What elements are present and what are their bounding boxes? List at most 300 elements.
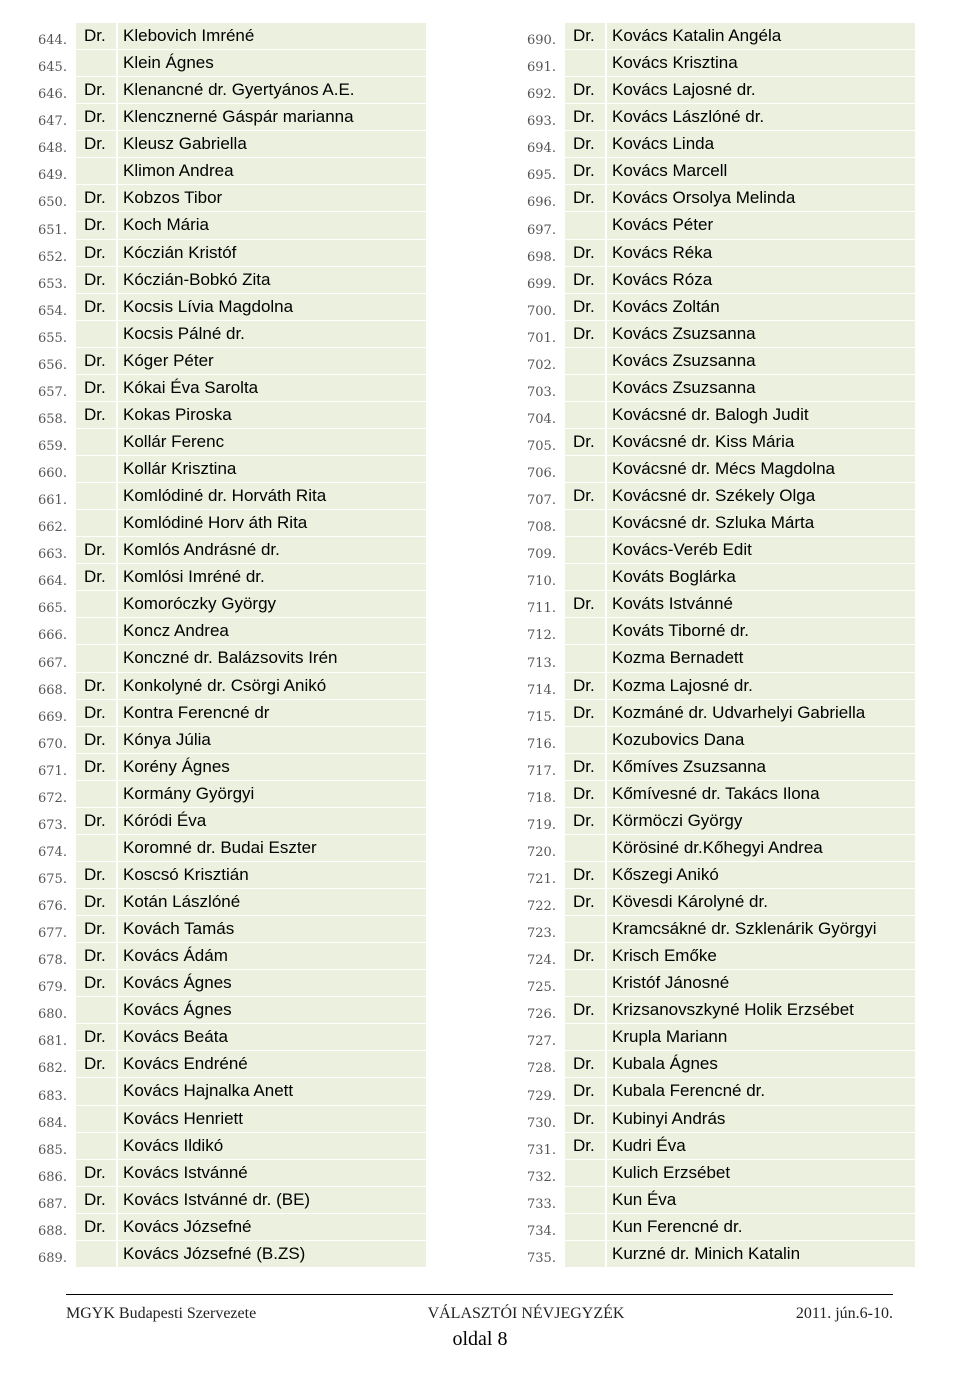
entry-title: Dr. [565, 889, 605, 916]
entry-number: 694. [527, 141, 556, 157]
entry-number: 707. [527, 493, 556, 509]
entry-name: Koromné dr. Budai Eszter [118, 835, 426, 862]
entry-title: Dr. [565, 943, 605, 970]
entry-number: 663. [38, 547, 67, 563]
list-item [523, 50, 915, 77]
entry-number: 731. [527, 1142, 556, 1158]
entry-number: 679. [38, 980, 67, 996]
entry-name: Kovách Tamás [118, 916, 426, 943]
entry-number: 696. [527, 195, 556, 211]
entry-name: Kovács Endréné [118, 1051, 426, 1078]
entry-number: 692. [527, 87, 556, 103]
entry-title: Dr. [76, 889, 116, 916]
entry-number: 689. [38, 1250, 67, 1266]
entry-name: Kleusz Gabriella [118, 131, 426, 158]
entry-title: Dr. [76, 1214, 116, 1241]
list-item [523, 510, 915, 537]
entry-name: Kovácsné dr. Balogh Judit [607, 402, 915, 429]
entry-name: Kovács Zsuzsanna [607, 375, 915, 402]
entry-title [76, 618, 116, 645]
entry-number: 691. [527, 60, 556, 76]
entry-number: 650. [38, 195, 67, 211]
entry-title: Dr. [76, 212, 116, 239]
entry-number: 728. [527, 1061, 556, 1077]
entry-number: 677. [38, 926, 67, 942]
list-item [523, 673, 915, 700]
entry-title [565, 618, 605, 645]
entry-number: 717. [527, 763, 556, 779]
list-item [523, 970, 915, 997]
entry-title [565, 375, 605, 402]
list-item [34, 1078, 426, 1105]
entry-title [565, 50, 605, 77]
entry-title: Dr. [76, 402, 116, 429]
entry-name: Kovácsné dr. Székely Olga [607, 483, 915, 510]
entry-number: 659. [38, 439, 67, 454]
list-item [523, 943, 915, 970]
entry-name: Kocsis Lívia Magdolna [118, 294, 426, 321]
list-item [34, 618, 426, 645]
entry-name: Kubala Ágnes [607, 1051, 915, 1078]
entry-title: Dr. [76, 294, 116, 321]
entry-number: 645. [38, 60, 67, 76]
entry-number: 664. [38, 574, 67, 590]
list-item [523, 537, 915, 564]
entry-name: Kovács Katalin Angéla [607, 23, 915, 50]
entry-title [76, 835, 116, 862]
list-item [523, 889, 915, 916]
list-item [34, 321, 426, 348]
list-item [34, 50, 426, 77]
entry-name: Kőszegi Anikó [607, 862, 915, 889]
entry-name: Komlódiné Horv áth Rita [118, 510, 426, 537]
entry-name: Kovácsné dr. Kiss Mária [607, 429, 915, 456]
entry-name: Kovács Hajnalka Anett [118, 1078, 426, 1105]
entry-title: Dr. [565, 185, 605, 212]
entry-number: 688. [38, 1223, 67, 1239]
list-item [523, 1241, 915, 1268]
footer-organization: MGYK Budapesti Szervezete [66, 1305, 257, 1322]
entry-name: Kovács Zoltán [607, 294, 915, 321]
entry-name: Kudri Éva [607, 1133, 915, 1160]
entry-name: Körmöczi György [607, 808, 915, 835]
entry-number: 651. [38, 222, 67, 238]
entry-title: Dr. [76, 700, 116, 727]
entry-name: Kováts Tiborné dr. [607, 618, 915, 645]
entry-title: Dr. [565, 1106, 605, 1133]
list-item [34, 835, 426, 862]
entry-number: 711. [527, 601, 556, 617]
entry-number: 706. [527, 466, 556, 482]
list-item [34, 727, 426, 754]
list-item [523, 240, 915, 267]
entry-name: Krupla Mariann [607, 1024, 915, 1051]
entry-title [76, 1106, 116, 1133]
entry-title: Dr. [565, 862, 605, 889]
entry-title [565, 402, 605, 429]
list-item [523, 294, 915, 321]
entry-name: Komlós Andrásné dr. [118, 537, 426, 564]
entry-name: Kovács Marcell [607, 158, 915, 185]
entry-name: Kozubovics Dana [607, 727, 915, 754]
entry-name: Kókai Éva Sarolta [118, 375, 426, 402]
entry-name: Kóger Péter [118, 348, 426, 375]
entry-title [76, 645, 116, 672]
list-item [523, 645, 915, 672]
entry-name: Kollár Krisztina [118, 456, 426, 483]
entry-name: Kobzos Tibor [118, 185, 426, 212]
page-number: oldal 8 [452, 1328, 508, 1350]
entry-number: 695. [527, 168, 556, 184]
entry-title: Dr. [565, 23, 605, 50]
entry-name: Kövesdi Károlyné dr. [607, 889, 915, 916]
entry-number: 680. [38, 1007, 67, 1023]
list-item [34, 1241, 426, 1268]
entry-name: Kurzné dr. Minich Katalin [607, 1241, 915, 1268]
list-item [523, 402, 915, 429]
entry-number: 704. [527, 411, 556, 427]
entry-name: Kovács Réka [607, 240, 915, 267]
entry-title [76, 50, 116, 77]
entry-title [565, 564, 605, 591]
entry-title: Dr. [76, 564, 116, 591]
entry-number: 718. [527, 790, 556, 806]
entry-number: 658. [38, 411, 67, 427]
entry-name: Kovács Beáta [118, 1024, 426, 1051]
entry-title: Dr. [565, 1051, 605, 1078]
list-item [523, 348, 915, 375]
list-item [34, 645, 426, 672]
list-item [34, 754, 426, 781]
entry-name: Kóczián-Bobkó Zita [118, 267, 426, 294]
entry-title: Dr. [76, 1051, 116, 1078]
entry-name: Klencznerné Gáspár marianna [118, 104, 426, 131]
entry-number: 653. [38, 276, 67, 292]
list-item [523, 1024, 915, 1051]
entry-number: 710. [527, 574, 556, 590]
entry-name: Kristóf Jánosné [607, 970, 915, 997]
list-item [34, 456, 426, 483]
entry-name: Kovács-Veréb Edit [607, 537, 915, 564]
entry-title: Dr. [76, 727, 116, 754]
footer-document-title: VÁLASZTÓI NÉVJEGYZÉK [427, 1305, 625, 1322]
entry-number: 652. [38, 249, 67, 265]
entry-name: Kun Éva [607, 1187, 915, 1214]
entry-number: 678. [38, 953, 67, 969]
entry-number: 722. [527, 899, 556, 915]
entry-name: Koscsó Krisztián [118, 862, 426, 889]
list-item [34, 1160, 426, 1187]
entry-title [76, 483, 116, 510]
entry-title: Dr. [565, 781, 605, 808]
entry-name: Klein Ágnes [118, 50, 426, 77]
entry-title: Dr. [565, 429, 605, 456]
entry-title [76, 158, 116, 185]
list-item [34, 429, 426, 456]
entry-name: Klebovich Imréné [118, 23, 426, 50]
entry-title: Dr. [565, 321, 605, 348]
list-item [523, 1160, 915, 1187]
entry-number: 732. [527, 1169, 556, 1185]
entry-name: Krizsanovszkyné Holik Erzsébet [607, 997, 915, 1024]
entry-name: Kovács Krisztina [607, 50, 915, 77]
entry-name: Korény Ágnes [118, 754, 426, 781]
list-item [523, 591, 915, 618]
entry-number: 686. [38, 1169, 67, 1185]
entry-number: 712. [527, 628, 556, 644]
entry-name: Kovácsné dr. Szluka Márta [607, 510, 915, 537]
entry-name: Kováts Boglárka [607, 564, 915, 591]
list-item [523, 781, 915, 808]
entry-name: Kovács Róza [607, 267, 915, 294]
list-item [34, 185, 426, 212]
entry-title: Dr. [565, 754, 605, 781]
entry-number: 672. [38, 790, 67, 806]
entry-title [565, 727, 605, 754]
list-item [523, 104, 915, 131]
entry-number: 735. [527, 1250, 556, 1266]
entry-number: 700. [527, 303, 556, 319]
entry-title [76, 510, 116, 537]
list-item [523, 808, 915, 835]
entry-number: 669. [38, 709, 67, 725]
entry-number: 697. [527, 222, 556, 238]
entry-name: Kovács Lászlóné dr. [607, 104, 915, 131]
entry-name: Krisch Emőke [607, 943, 915, 970]
entry-name: Kovács Istvánné dr. (BE) [118, 1187, 426, 1214]
entry-number: 655. [38, 330, 67, 346]
entry-name: Koch Mária [118, 212, 426, 239]
list-item [34, 1024, 426, 1051]
entry-number: 647. [38, 114, 67, 130]
entry-name: Kovács Orsolya Melinda [607, 185, 915, 212]
entry-number: 701. [527, 330, 556, 346]
entry-number: 716. [527, 736, 556, 752]
entry-number: 698. [527, 249, 556, 265]
list-item [523, 997, 915, 1024]
list-item [523, 267, 915, 294]
entry-number: 709. [527, 547, 556, 563]
entry-number: 675. [38, 872, 67, 887]
entry-number: 667. [38, 655, 67, 671]
list-item [523, 1187, 915, 1214]
entry-number: 644. [38, 33, 67, 49]
list-item [523, 700, 915, 727]
entry-title [565, 1187, 605, 1214]
list-item [34, 510, 426, 537]
entry-title: Dr. [76, 1160, 116, 1187]
entry-number: 654. [38, 303, 67, 319]
entry-name: Kubala Ferencné dr. [607, 1078, 915, 1105]
entry-number: 662. [38, 520, 67, 536]
list-item [523, 185, 915, 212]
list-item [523, 483, 915, 510]
entry-name: Kőmívesné dr. Takács Ilona [607, 781, 915, 808]
list-item [34, 23, 426, 50]
entry-title: Dr. [565, 131, 605, 158]
list-item [34, 916, 426, 943]
entry-title: Dr. [76, 375, 116, 402]
list-item [34, 537, 426, 564]
entry-name: Komlósi Imréné dr. [118, 564, 426, 591]
list-item [34, 240, 426, 267]
entry-number: 724. [527, 953, 556, 969]
list-item [34, 808, 426, 835]
list-item [523, 1078, 915, 1105]
entry-number: 674. [38, 844, 67, 860]
entry-number: 687. [38, 1196, 67, 1212]
list-item [34, 1187, 426, 1214]
entry-number: 649. [38, 168, 67, 184]
entry-number: 666. [38, 628, 67, 644]
list-item [34, 348, 426, 375]
entry-title [565, 510, 605, 537]
entry-title: Dr. [565, 240, 605, 267]
list-item [523, 618, 915, 645]
entry-name: Komoróczky György [118, 591, 426, 618]
list-item [34, 158, 426, 185]
entry-title [565, 645, 605, 672]
footer-date: 2011. jún.6-10. [795, 1305, 893, 1322]
entry-title: Dr. [565, 700, 605, 727]
list-item [523, 131, 915, 158]
entry-name: Kovács Zsuzsanna [607, 321, 915, 348]
entry-name: Kormány Györgyi [118, 781, 426, 808]
entry-number: 699. [527, 276, 556, 292]
entry-title: Dr. [76, 1187, 116, 1214]
entry-name: Konczné dr. Balázsovits Irén [118, 645, 426, 672]
entry-title [565, 212, 605, 239]
entry-number: 714. [527, 682, 556, 698]
entry-title: Dr. [76, 862, 116, 889]
list-item [523, 754, 915, 781]
list-item [34, 1051, 426, 1078]
entry-number: 668. [38, 682, 67, 698]
entry-number: 719. [527, 817, 556, 833]
entry-name: Kovács Ildikó [118, 1133, 426, 1160]
entry-number: 657. [38, 384, 67, 400]
entry-title [76, 321, 116, 348]
entry-title [76, 997, 116, 1024]
list-item [523, 77, 915, 104]
entry-title [565, 970, 605, 997]
entry-title: Dr. [76, 131, 116, 158]
entry-name: Kovács Lajosné dr. [607, 77, 915, 104]
list-item [523, 727, 915, 754]
list-item [523, 456, 915, 483]
entry-name: Kontra Ferencné dr [118, 700, 426, 727]
list-item [523, 564, 915, 591]
entry-title: Dr. [76, 970, 116, 997]
entry-title: Dr. [76, 537, 116, 564]
entry-name: Kovács Józsefné [118, 1214, 426, 1241]
list-item [523, 429, 915, 456]
entry-number: 660. [38, 466, 67, 482]
list-item [523, 212, 915, 239]
entry-title: Dr. [565, 1133, 605, 1160]
entry-number: 665. [38, 601, 67, 617]
entry-title: Dr. [76, 943, 116, 970]
entry-number: 708. [527, 520, 556, 536]
entry-number: 713. [527, 655, 556, 671]
list-item [34, 700, 426, 727]
entry-name: Kőmíves Zsuzsanna [607, 754, 915, 781]
entry-name: Kóródi Éva [118, 808, 426, 835]
entry-title: Dr. [76, 104, 116, 131]
entry-name: Konkolyné dr. Csörgi Anikó [118, 673, 426, 700]
entry-number: 720. [527, 844, 556, 860]
entry-name: Kokas Piroska [118, 402, 426, 429]
list-item [34, 375, 426, 402]
list-item [523, 375, 915, 402]
entry-name: Kubinyi András [607, 1106, 915, 1133]
entry-title [76, 1241, 116, 1268]
list-item [34, 104, 426, 131]
entry-number: 725. [527, 980, 556, 996]
list-item [34, 997, 426, 1024]
entry-title [76, 591, 116, 618]
footer [66, 1305, 893, 1323]
entry-title: Dr. [76, 754, 116, 781]
list-item [34, 1133, 426, 1160]
entry-title [565, 456, 605, 483]
entry-title: Dr. [565, 591, 605, 618]
list-item [523, 1214, 915, 1241]
entry-number: 690. [527, 33, 556, 49]
entry-title: Dr. [565, 294, 605, 321]
entry-number: 726. [527, 1007, 556, 1023]
footer-divider [66, 1294, 893, 1295]
entry-number: 670. [38, 736, 67, 752]
list-item [34, 591, 426, 618]
entry-name: Kónya Júlia [118, 727, 426, 754]
list-item [34, 781, 426, 808]
entry-name: Kovács Péter [607, 212, 915, 239]
entry-title: Dr. [76, 348, 116, 375]
entry-name: Kovács Ádám [118, 943, 426, 970]
entry-name: Kovács Zsuzsanna [607, 348, 915, 375]
entry-title [565, 1214, 605, 1241]
entry-name: Kovács Ágnes [118, 970, 426, 997]
entry-name: Klenancné dr. Gyertyános A.E. [118, 77, 426, 104]
list-item [34, 970, 426, 997]
entry-title: Dr. [76, 240, 116, 267]
list-item [34, 131, 426, 158]
entry-title [565, 348, 605, 375]
entry-title [565, 916, 605, 943]
entry-title: Dr. [76, 673, 116, 700]
entry-number: 685. [38, 1142, 67, 1158]
list-item [34, 862, 426, 889]
entry-title: Dr. [76, 23, 116, 50]
list-item [523, 835, 915, 862]
entry-number: 693. [527, 114, 556, 130]
list-item [523, 1051, 915, 1078]
list-item [34, 402, 426, 429]
entry-name: Kozma Bernadett [607, 645, 915, 672]
entry-title [76, 1133, 116, 1160]
entry-name: Kozmáné dr. Udvarhelyi Gabriella [607, 700, 915, 727]
entry-number: 681. [38, 1034, 67, 1050]
entry-title [565, 1160, 605, 1187]
entry-title: Dr. [76, 185, 116, 212]
right-column [523, 23, 915, 1268]
entry-title: Dr. [565, 104, 605, 131]
entry-title: Dr. [565, 808, 605, 835]
entry-number: 673. [38, 817, 67, 833]
entry-number: 656. [38, 357, 67, 373]
entry-title: Dr. [565, 158, 605, 185]
